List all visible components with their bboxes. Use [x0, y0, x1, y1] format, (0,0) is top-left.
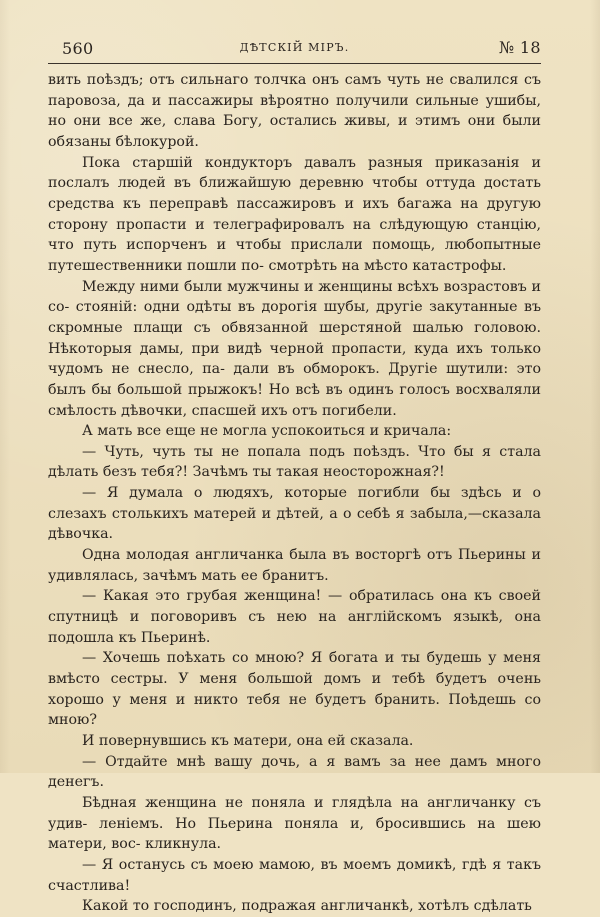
issue-number: № 18: [498, 38, 541, 57]
header-rule: [48, 63, 541, 64]
page-left-shadow: [0, 0, 10, 773]
paragraph: А мать все еще не могла успокоиться и кричала:: [82, 423, 452, 440]
paragraph: Между ними были мужчины и женщины всѣхъ возрастовъ и со- стояній: одни одѣты въ дорогія шубы, другіе закутанные въ скромные плащи съ обвязанной шерстяной шалью головою. Нѣкоторыя дамы, при видѣ черной пропасти, куда ихъ только чудомъ не снесло, па- дали въ обморокъ. Другіе шутили: это былъ бы большой прыжокъ! Но всѣ въ одинъ голосъ восхваляли смѣлость дѣвочки, спасшей ихъ отъ погибели.: [48, 278, 541, 419]
page-number: 560: [62, 39, 94, 58]
body-text: [48, 70, 541, 917]
page-right-shadow: [590, 0, 600, 773]
running-header: [48, 33, 541, 59]
paragraph: — Я думала о людяхъ, которые погибли бы здѣсь и о слезахъ столькихъ матерей и дѣтей, а о себѣ я забыла,—сказала дѣвочка.: [48, 485, 541, 543]
paragraph: вить поѣздъ; отъ сильнаго толчка онъ самъ чуть не свалился съ паровоза, да и пассажиры вѣроятно получили сильные ушибы, но они все же, слава Богу, остались живы, и этимъ они были обязаны бѣлокурой.: [48, 72, 541, 150]
paragraph: — Я останусь съ моею мамою, въ моемъ домикѣ, гдѣ я такъ счастлива!: [48, 856, 541, 894]
paragraph: — Отдайте мнѣ вашу дочь, а я вамъ за нее дамъ много денегъ.: [48, 753, 541, 791]
journal-title: ДѢТСКІЙ МІРЪ.: [239, 41, 350, 54]
paragraph: Какой то господинъ, подражая англичанкѣ, хотѣлъ сдѣлать: [82, 898, 532, 915]
paragraph: — Хочешь поѣхать со мною? Я богата и ты будешь у меня вмѣсто сестры. У меня большой домъ и тебѣ будетъ очень хорошо у меня и никто тебя не будетъ бранить. Поѣдешь со мною?: [48, 650, 541, 729]
paragraph: — Какая это грубая женщина! — обратилась она къ своей спутницѣ и поговоривъ съ нею на англійскомъ языкѣ, она подошла къ Пьеринѣ.: [48, 588, 541, 646]
paragraph: И повернувшись къ матери, она ей сказала.: [82, 733, 414, 749]
paragraph: — Чуть, чуть ты не попала подъ поѣздъ. Что бы я стала дѣлать безъ тебя?! Зачѣмъ ты такая неосторожная?!: [48, 443, 541, 481]
paragraph: Одна молодая англичанка была въ восторгѣ отъ Пьерины и удивлялась, зачѣмъ мать ее бранитъ.: [48, 547, 541, 584]
paragraph: Пока старшій кондукторъ давалъ разныя приказанія и послалъ людей въ ближайшую деревню чтобы оттуда достать средства къ переправѣ пассажировъ и ихъ багажа на другую сторону пропасти и телеграфировалъ на слѣдующую станцію, что путь испорченъ и чтобы прислали помощь, любопытные путешественники пошли по- смотрѣть на мѣсто катастрофы.: [48, 154, 541, 274]
paragraph: Бѣдная женщина не поняла и глядѣла на англичанку съ удив- леніемъ. Но Пьерина поняла и, бросившись на шею матери, вос- кликнула.: [48, 794, 541, 853]
